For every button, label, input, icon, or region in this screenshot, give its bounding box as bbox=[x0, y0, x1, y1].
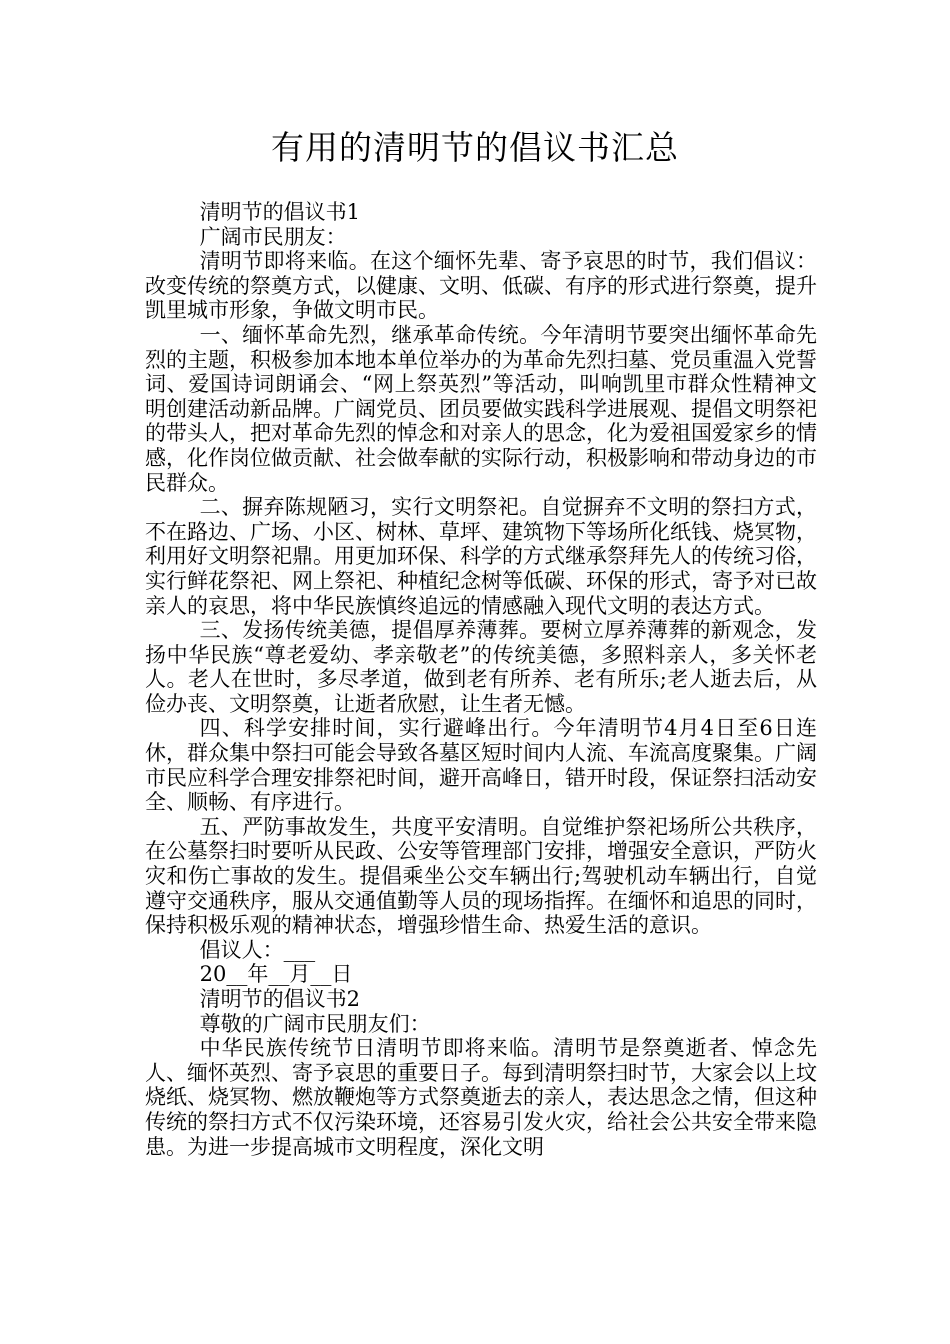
document-body bbox=[145, 200, 817, 1159]
point-five-paragraph: 五、严防事故发生，共度平安清明。自觉维护祭祀场所公共秩序，在公墓祭扫时要听从民政、公安等管理部门安排，增强安全意识，严防火灾和伤亡事故的发生。提倡乘坐公交车辆出行;驾驶机动车辆出行，自觉遵守交通秩序，服从交通值勤等人员的现场指挥。在缅怀和追思的同时，保持积极乐观的精神状态，增强珍惜生命、热爱生活的意识。 bbox=[145, 814, 817, 938]
point-two-paragraph: 二、摒弃陈规陋习，实行文明祭祀。自觉摒弃不文明的祭扫方式，不在路边、广场、小区、树林、草坪、建筑物下等场所化纸钱、烧冥物，利用好文明祭祀鼎。用更加环保、科学的方式继承祭拜先人的传统习俗，实行鲜花祭祀、网上祭祀、种植纪念树等低碳、环保的形式，寄予对已故亲人的哀思，将中华民族慎终追远的情感融入现代文明的表达方式。 bbox=[145, 495, 817, 618]
salutation-2: 尊敬的广阔市民朋友们： bbox=[199, 1011, 431, 1036]
point-four-paragraph: 四、科学安排时间，实行避峰出行。今年清明节4月4日至6日连休，群众集中祭扫可能会导致各墓区短时间内人流、车流高度聚集。广阔市民应科学合理安排祭祀时间，避开高峰日，错开时段，保证祭扫活动安全、顺畅、有序进行。 bbox=[145, 716, 817, 815]
section-heading-2: 清明节的倡议书2 bbox=[199, 987, 360, 1011]
document-title: 有用的清明节的倡议书汇总 bbox=[271, 128, 679, 167]
point-one-paragraph: 一、缅怀革命先烈，继承革命传统。今年清明节要突出缅怀革命先烈的主题，积极参加本地本单位举办的为革命先烈扫墓、党员重温入党誓词、爱国诗词朗诵会、“网上祭英烈”等活动，叫响凯里市群众性精神文明创建活动新品牌。广阔党员、团员要做实践科学进展观、提倡文明祭祀的带头人，把对革命先烈的悼念和对亲人的思念，化为爱祖国爱家乡的情感，化作岗位做贡献、社会做奉献的实际行动，积极影响和带动身边的市民群众。 bbox=[145, 322, 817, 495]
intro-paragraph-2: 中华民族传统节日清明节即将来临。清明节是祭奠逝者、悼念先人、缅怀英烈、寄予哀思的重要日子。每到清明祭扫时节，大家会以上坟烧纸、烧冥物、燃放鞭炮等方式祭奠逝去的亲人，表达思念之情，但这种传统的祭扫方式不仅污染环境，还容易引发火灾，给社会公共安全带来隐患。为进一步提高城市文明程度，深化文明 bbox=[145, 1036, 817, 1159]
intro-paragraph-1: 清明节即将来临。在这个缅怀先辈、寄予哀思的时节，我们倡议：改变传统的祭奠方式，以健康、文明、低碳、有序的形式进行祭奠，提升凯里城市形象，争做文明市民。 bbox=[145, 249, 817, 323]
section-heading-1: 清明节的倡议书1 bbox=[199, 200, 360, 224]
date-line: 20__年__月__日 bbox=[199, 962, 353, 987]
point-three-paragraph: 三、发扬传统美德，提倡厚养薄葬。要树立厚养薄葬的新观念，发扬中华民族“尊老爱幼、孝亲敬老”的传统美德，多照料亲人，多关怀老人。老人在世时，多尽孝道，做到老有所养、老有所乐;老人逝去后，从俭办丧、文明祭奠，让逝者欣慰，让生者无憾。 bbox=[145, 618, 817, 716]
salutation-1: 广阔市民朋友： bbox=[199, 224, 347, 249]
signature-line: 倡议人：___ bbox=[199, 937, 316, 962]
